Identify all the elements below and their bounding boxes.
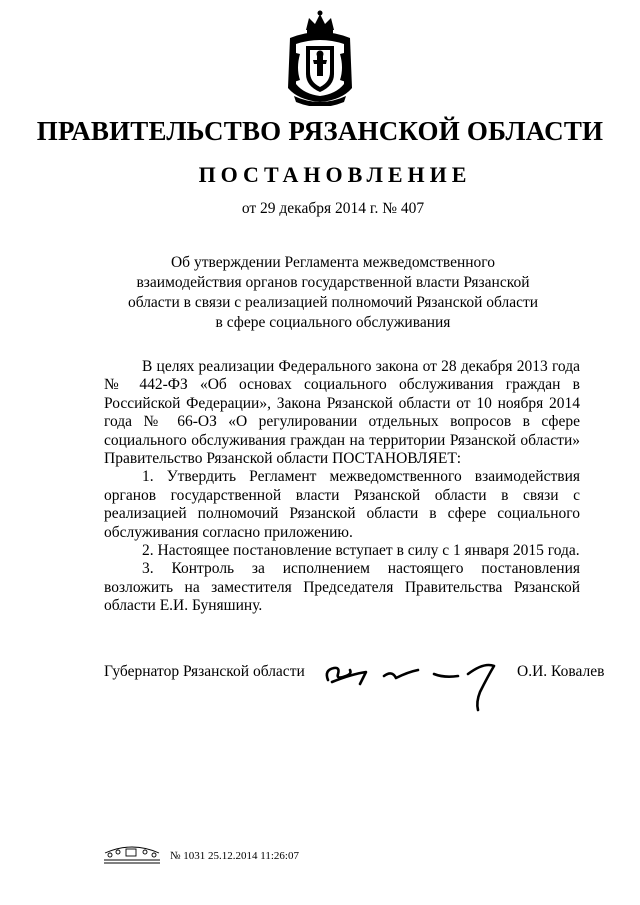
document-subject — [100, 253, 566, 333]
signatory-position: Губернатор Рязанской области — [104, 663, 305, 680]
org-title: ПРАВИТЕЛЬСТВО РЯЗАНСКОЙ ОБЛАСТИ — [36, 116, 604, 146]
registration-number: № 1031 25.12.2014 11:26:07 — [170, 850, 299, 862]
clause-paragraph: 2. Настоящее постановление вступает в силу с 1 января 2015 года. — [142, 542, 580, 560]
subject-line: в сфере социального обслуживания — [215, 314, 451, 331]
subject-line: взаимодействия органов государственной власти Рязанской — [136, 274, 530, 291]
clause-paragraph: 3. Контроль за исполнением настоящего постановления возложить на заместителя Председателя Правительства Рязанской области Е.И. Буняшину. — [104, 560, 580, 615]
registration-stamp-icon — [101, 843, 163, 865]
document-type: ПОСТАНОВЛЕНИЕ — [198, 162, 472, 187]
signatory-name: О.И. Ковалев — [517, 663, 605, 680]
document-body — [104, 358, 580, 616]
subject-line: области в связи с реализацией полномочий Рязанской области — [127, 294, 539, 311]
clause-paragraph: 1. Утвердить Регламент межведомственного взаимодействия органов государственной власти Рязанской области в связи с реализацией полномочий Рязанской области в сфере социального обслуживания согласно приложению. — [104, 468, 580, 541]
handwritten-signature-icon — [322, 652, 502, 714]
subject-line: Об утверждении Регламента межведомственного — [170, 254, 496, 271]
coat-of-arms-icon — [282, 8, 358, 106]
document-date-number: от 29 декабря 2014 г. № 407 — [241, 200, 425, 217]
preamble-paragraph: В целях реализации Федерального закона от 28 декабря 2013 года № 442-ФЗ «Об основах социального обслуживания граждан в Российской Федерации», Закона Рязанской области от 10 ноября 2014 года № 66-ОЗ «О регулировании отдельных вопросов в сфере социального обслуживания граждан на территории Рязанской области» Правительство Рязанской области ПОСТАНОВЛЯЕТ: — [104, 358, 580, 468]
